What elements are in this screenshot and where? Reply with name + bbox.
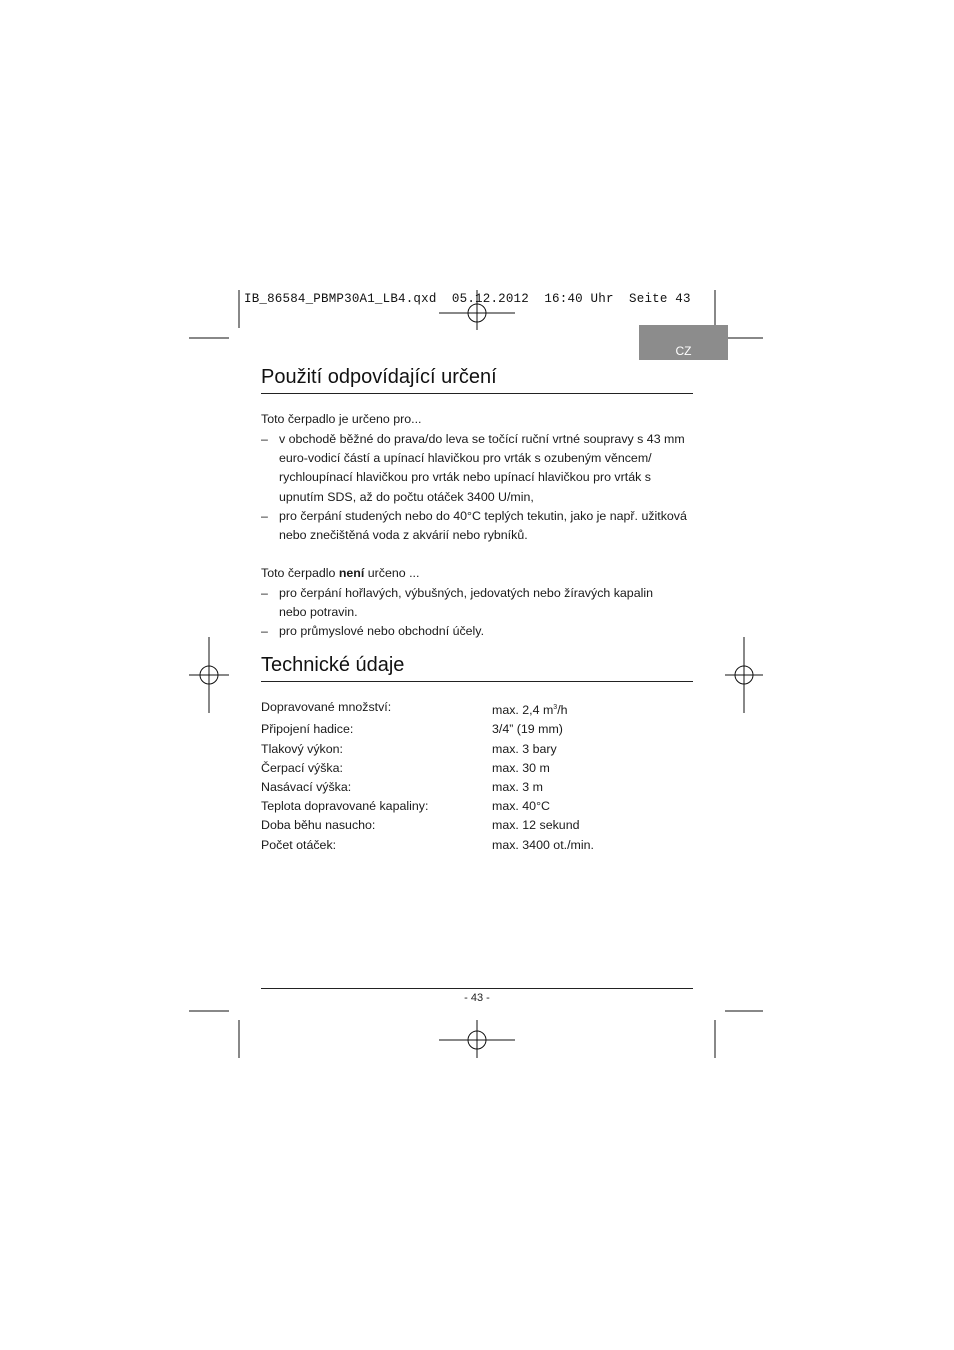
spec-label: Dopravované množství: [261,700,392,714]
table-row [261,698,594,720]
intended-use-intro: Toto čerpadlo je určeno pro... [261,412,422,426]
language-tab-label: CZ [675,344,692,358]
spec-label: Tlakový výkon: [261,741,343,756]
list-dash: – [261,586,268,600]
spec-label: Nasávací výška: [261,779,352,794]
spec-value: 3/4” (19 mm) [492,722,563,737]
spec-label: Připojení hadice: [261,722,354,737]
list-item-text: pro čerpání studených nebo do 40°C teplých tekutin, jako je např. užitková nebo znečištěná voda z akvárií nebo rybníků. [279,509,687,543]
table-row [261,816,594,835]
language-tab [639,325,728,360]
spec-value-sup: 3 [553,704,558,711]
page-number: - 43 - [464,992,490,1004]
list-item [261,584,701,622]
list-item [261,507,701,545]
spec-value-suffix: /h [557,703,568,718]
spec-label: Počet otáček: [261,837,337,852]
not-intended-intro [261,566,419,580]
list-dash: – [261,624,268,638]
list-item [261,622,701,641]
spec-table [261,698,594,855]
table-row [261,778,594,797]
spec-value: max. 12 sekund [492,818,580,833]
spec-value-text: max. 2,4 m [492,703,554,718]
registration-mark-right [725,637,763,713]
heading-rule [261,681,693,682]
heading-rule [261,393,693,394]
spec-value: max. 3 m [492,779,543,794]
file-slug: IB_86584_PBMP30A1_LB4.qxd 05.12.2012 16:40 Uhr Seite 43 [244,292,691,306]
registration-mark-left [189,637,229,713]
table-row [261,836,594,855]
footer-rule [261,988,693,989]
table-row [261,740,594,759]
list-dash: – [261,509,268,523]
spec-label: Doba běhu nasucho: [261,818,376,833]
list-dash: – [261,432,268,446]
list-item [261,430,701,507]
list-item-text: pro čerpání hořlavých, výbušných, jedovatých nebo žíravých kapalin nebo potravin. [279,586,653,620]
spec-value: max. 40°C [492,799,550,814]
table-row [261,797,594,816]
table-row [261,759,594,778]
spec-value: max. 3400 ot./min. [492,837,594,852]
table-row [261,720,594,739]
spec-value: max. 3 bary [492,741,557,756]
not-intro-before: Toto čerpadlo [261,566,339,580]
section-title-intended-use: Použití odpovídající určení [261,366,497,388]
registration-mark-bottom [439,1020,515,1058]
not-intro-after: určeno ... [364,566,420,580]
not-intro-emphasis: není [338,566,365,580]
spec-label: Čerpací výška: [261,760,343,775]
spec-value: max. 30 m [492,760,550,775]
list-item-text: v obchodě běžné do prava/do leva se točící ruční vrtné soupravy s 43 mm euro-vodicí částí a upínací hlavičkou pro vrták s ozubeným věncem/ rychloupínací hlavičkou pro vrták nebo upínací hlavičkou pro vrták s upnutím SDS, až do počtu otáček 3400 U/min, [279,432,685,504]
list-item-text: pro průmyslové nebo obchodní účely. [279,624,485,638]
spec-value [492,698,594,720]
section-title-technical-data: Technické údaje [261,654,405,676]
spec-label: Teplota dopravované kapaliny: [261,799,429,814]
